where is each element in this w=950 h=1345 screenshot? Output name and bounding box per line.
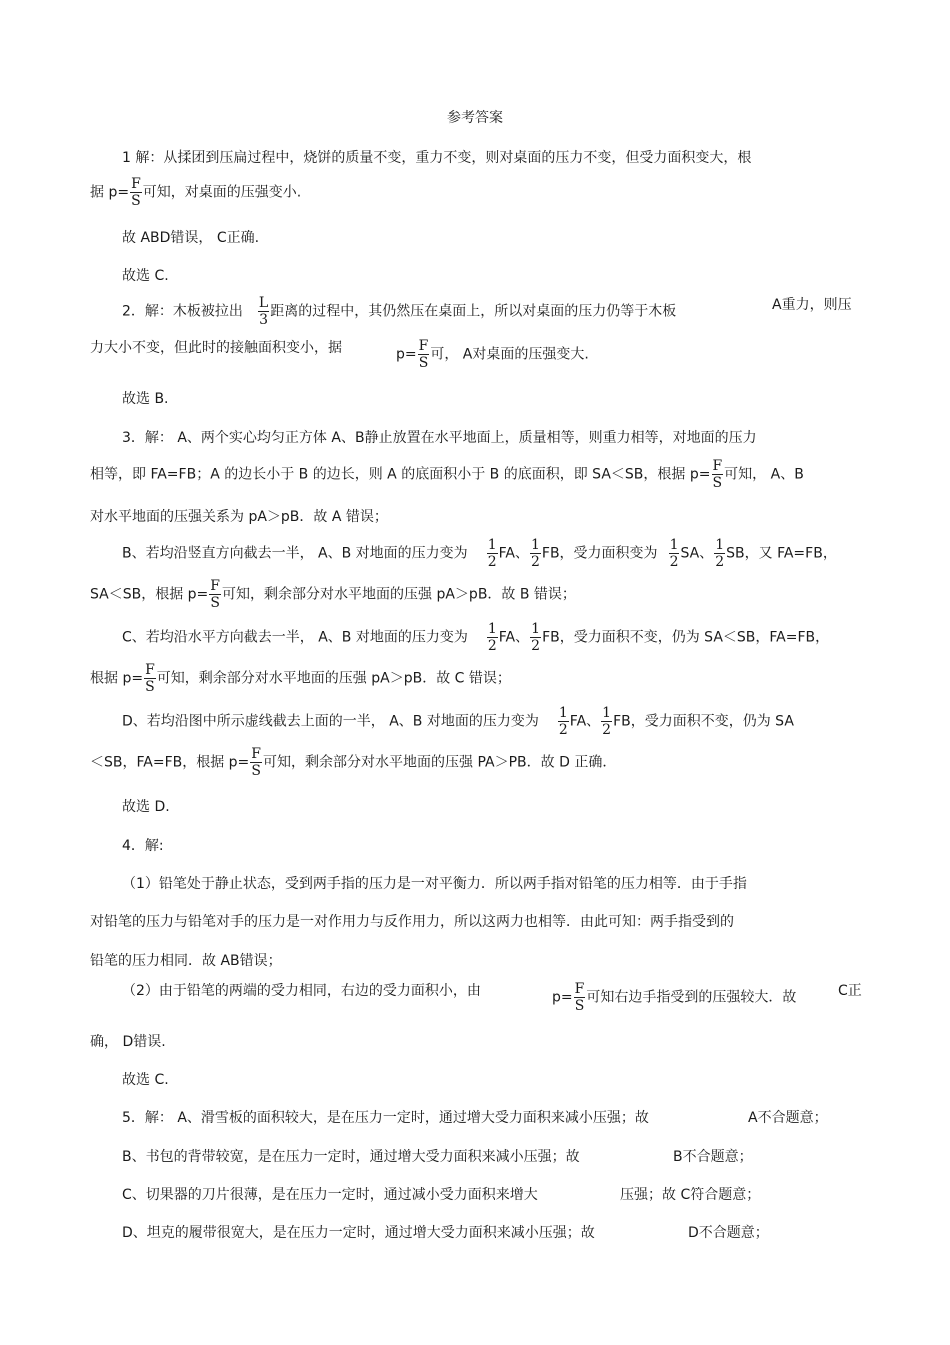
- q4-p2-line1-end: C正: [838, 983, 862, 999]
- fraction-numerator: F: [574, 981, 585, 997]
- q3-answer: 故选 D.: [122, 799, 170, 815]
- fraction-denominator: 2: [487, 554, 497, 570]
- fraction-denominator: 2: [530, 554, 540, 570]
- fraction-numerator: 1: [669, 537, 679, 553]
- formula-p-fraction: [209, 578, 221, 611]
- fraction-denominator: S: [251, 763, 261, 779]
- q1-line3: 故 ABD错误， C正确.: [122, 230, 260, 246]
- fraction-numerator: F: [210, 578, 221, 594]
- fraction-denominator: 2: [487, 638, 497, 654]
- q3-d-line2: [90, 746, 616, 779]
- fraction-numerator: F: [418, 338, 429, 354]
- q5-c-end: 压强；故 C符合题意；: [620, 1187, 761, 1203]
- q3-line2-pre: 相等，即 F: [90, 466, 158, 483]
- q5-c-line: C、切果器的刀片很薄，是在压力一定时，通过减小受力面积来增大: [122, 1187, 538, 1203]
- q3-line2-b: B；A 的边长小于 B 的边长，则 A 的底面积小于 B 的底面积，即 S: [186, 466, 602, 483]
- q3-c-line2-post: 可知，剩余部分对水平地面的压强 pA＞pB．故 C 错误；: [156, 670, 511, 687]
- fraction-numerator: 1: [531, 621, 541, 637]
- q3-b-fa: FA、: [498, 545, 529, 562]
- q2-line1-pre: 2．解：木板被拉出: [122, 303, 243, 320]
- q5-a-end: A不合题意；: [748, 1110, 828, 1126]
- q4-p2-p: p=: [552, 989, 573, 1006]
- fraction-half: [530, 537, 541, 570]
- q3-c-line1: [122, 621, 829, 654]
- q4-p1-line1: （1）铅笔处于静止状态，受到两手指的压力是一对平衡力．所以两手指对铅笔的压力相等．由于手指: [122, 876, 747, 892]
- q2-line2: [396, 338, 589, 371]
- formula-p-fraction: [711, 458, 723, 491]
- q5-b-end: B不合题意；: [673, 1149, 753, 1165]
- fraction-denominator: 2: [669, 554, 679, 570]
- fraction-numerator: F: [251, 746, 262, 762]
- q1-line2-post: 可知，对桌面的压强变小.: [142, 184, 302, 201]
- fraction-numerator: 1: [715, 537, 725, 553]
- q2-line2-p: p=: [396, 346, 417, 363]
- q3-b-line2-post: 可知，剩余部分对水平地面的压强 pA＞pB．故 B 错误；: [222, 586, 576, 603]
- formula-p-fraction: [418, 338, 430, 371]
- fraction-numerator: 1: [602, 705, 612, 721]
- q3-line2-a: A=F: [157, 466, 187, 483]
- q3-d-fb: FB，受力面积不变，仍为 SA: [613, 713, 794, 730]
- fraction-denominator: S: [131, 193, 141, 209]
- q1-line2-pre: 据 p=: [90, 184, 130, 201]
- fraction-numerator: 1: [530, 537, 540, 553]
- q3-b-line2-pre: SA＜SB，根据 p=: [90, 586, 209, 603]
- fraction-half: [487, 537, 498, 570]
- fraction-numerator: 1: [558, 705, 568, 721]
- q3-c-pre: C、若均沿水平方向截去一半， A、B 对地面的压力变为: [122, 629, 468, 646]
- formula-p-fraction: [250, 746, 262, 779]
- q4-head: 4．解:: [122, 838, 164, 854]
- q3-d-line2-pre: ＜SB，FA=FB，根据 p=: [90, 754, 250, 771]
- formula-p-fraction: [574, 981, 586, 1014]
- fraction-half: [487, 621, 498, 654]
- q2-line2-pre: 力大小不变，但此时的接触面积变小，据: [90, 340, 342, 356]
- q2-line1-end: A重力，则压: [772, 297, 852, 313]
- fraction-half: [601, 705, 612, 738]
- q4-p2-line2: 确， D错误.: [90, 1034, 166, 1050]
- q3-d-line1: [122, 705, 794, 738]
- fraction-denominator: S: [210, 595, 220, 611]
- fraction-half: [558, 705, 569, 738]
- q2-answer: 故选 B.: [122, 391, 169, 407]
- q2-line1-mid: 距离的过程中，其仍然压在桌面上，所以对桌面的压力仍等于木板: [270, 303, 677, 320]
- fraction-denominator: 2: [558, 722, 568, 738]
- q5-a-line: 5．解： A、滑雪板的面积较大，是在压力一定时，通过增大受力面积来减小压强；故: [122, 1110, 649, 1126]
- q1-answer: 故选 C.: [122, 268, 169, 284]
- fraction-l-over-3: [258, 295, 269, 328]
- q3-b-sa: SA、: [680, 545, 714, 562]
- fraction-denominator: 2: [715, 554, 725, 570]
- q3-c-line2-pre: 根据 p=: [90, 670, 144, 687]
- q5-d-line: D、坦克的履带很宽大，是在压力一定时，通过增大受力面积来减小压强；故: [122, 1225, 595, 1241]
- q5-d-end: D不合题意；: [688, 1225, 769, 1241]
- formula-p-fraction: [144, 662, 156, 695]
- fraction-half: [530, 621, 541, 654]
- q3-b-line2: [90, 578, 576, 611]
- q4-p2-line1: [552, 981, 796, 1014]
- q4-p2-line1-pre: （2）由于铅笔的两端的受力相同，右边的受力面积小，由: [122, 983, 481, 999]
- fraction-half: [714, 537, 725, 570]
- q1-line2: [90, 176, 301, 209]
- q3-c-fa: FA、: [498, 629, 530, 646]
- fraction-denominator: 2: [531, 638, 541, 654]
- q3-line3: 对水平地面的压强关系为 pA＞pB．故 A 错误；: [90, 509, 388, 525]
- q3-line2-d: B，根据 p=: [633, 466, 711, 483]
- q3-d-line2-post: 可知，剩余部分对水平地面的压强 PA＞PB．故 D 正确．: [263, 754, 617, 771]
- fraction-denominator: S: [418, 355, 429, 371]
- q4-p2-post: 可知右边手指受到的压强较大．故: [586, 989, 797, 1006]
- fraction-denominator: 2: [602, 722, 612, 738]
- q3-line2: [90, 458, 804, 491]
- fraction-half: [669, 537, 680, 570]
- q4-p1-line2: 对铅笔的压力与铅笔对手的压力是一对作用力与反作用力，所以这两力也相等．由此可知：两手指受到的: [90, 914, 734, 930]
- fraction-denominator: 3: [259, 312, 269, 328]
- q3-line2-post: 可知， A、B: [724, 466, 804, 483]
- fraction-denominator: S: [145, 679, 155, 695]
- fraction-denominator: S: [574, 998, 585, 1014]
- page-title: 参考答案: [447, 110, 503, 126]
- q3-b-pre: B、若均沿竖直方向截去一半， A、B 对地面的压力变为: [122, 545, 468, 562]
- q4-p1-line3: 铅笔的压力相同．故 AB错误；: [90, 953, 282, 969]
- q5-b-line: B、书包的背带较宽，是在压力一定时，通过增大受力面积来减小压强；故: [122, 1149, 580, 1165]
- q2-line2-post: 可， A对桌面的压强变大.: [430, 346, 589, 363]
- fraction-numerator: 1: [487, 537, 497, 553]
- q4-answer: 故选 C.: [122, 1072, 169, 1088]
- fraction-denominator: S: [712, 475, 723, 491]
- q3-d-fa: FA、: [569, 713, 601, 730]
- q3-d-pre: D、若均沿图中所示虚线截去上面的一半， A、B 对地面的压力变为: [122, 713, 539, 730]
- q2-line1: [122, 295, 676, 328]
- q3-b-line1: [122, 537, 837, 570]
- formula-p-fraction: [130, 176, 142, 209]
- q3-line1: 3．解： A、两个实心均匀正方体 A、B静止放置在水平地面上，质量相等，则重力相等，对地面的压力: [122, 430, 757, 446]
- q3-line2-c: A＜S: [601, 466, 634, 483]
- q3-b-sb: SB，又 FA=FB，: [726, 545, 837, 562]
- fraction-numerator: F: [145, 662, 155, 678]
- q3-b-fb: FB，受力面积变为: [541, 545, 658, 562]
- q3-c-fb: FB，受力面积不变，仍为 SA＜SB，FA=FB，: [542, 629, 830, 646]
- fraction-numerator: L: [258, 295, 269, 311]
- fraction-numerator: 1: [487, 621, 497, 637]
- fraction-numerator: F: [712, 458, 723, 474]
- q1-line1: 1 解：从揉团到压扁过程中，烧饼的质量不变，重力不变，则对桌面的压力不变，但受力面积变大，根: [122, 150, 752, 166]
- q3-c-line2: [90, 662, 511, 695]
- fraction-numerator: F: [131, 176, 141, 192]
